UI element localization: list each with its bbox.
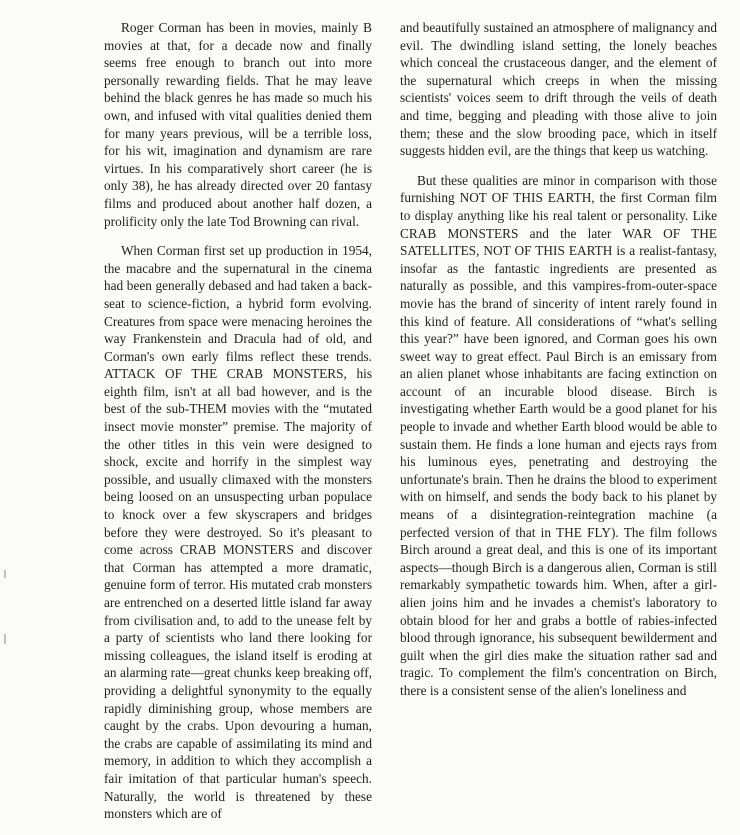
paragraph: Roger Corman has been in movies, mainly B movies at that, for a decade now and finally seems free enough to branch out into more personally rewarding fields. That he may leave behind the black genres he has made so much his own, and infused with vital qualities denied them for many years previous, will be a terrible loss, for his wit, imagination and dynamism are rare virtues. In his comparatively short career (he is only 38), he has already directed over 20 fantasy films and produced about another half dozen, a prolificity only the late Tod Browning can rival. [104, 20, 372, 229]
left-text-column [104, 19, 372, 835]
margin-scan-mark [4, 570, 6, 578]
paragraph: But these qualities are minor in comparison with those furnishing NOT OF THIS EARTH, the first Corman film to display anything like his real talent or personality. Like CRAB MONSTERS and the later WAR OF THE SATELLITES, NOT OF THIS EARTH is a realist-fantasy, insofar as the fantastic ingredients are presented as naturally as possible, and this vampires-from-outer-space movie has the brand of sincerity of intent rarely found in this kind of feature. All considerations of “what's selling this year?” have been ignored, and Corman goes his own sweet way to great effect. Paul Birch is an emissary from an alien planet whose inhabitants are facing extinction on account of an incurable blood disease. Birch is investigating whether Earth would be a good planet for his people to invade and whether Earth blood would be able to sustain them. He finds a lone human and ejects rays from his luminous eyes, penetrating and destroying the unfortunate's brain. Then he drains the blood to experiment with on himself, and sends the body back to his planet by means of a disintegration-reintegration machine (a perfected version of that in THE FLY). The film follows Birch around a great deal, and this is one of its important aspects—though Birch is a dangerous alien, Corman is still remarkably sympathetic towards him. When, after a girl-alien joins him and he invades a chemist's laboratory to obtain blood for her and grabs a bottle of rabies-infected blood through ignorance, his subsequent bewilderment and guilt when the girl dies make the situation rather sad and tragic. To complement the film's concentration on Birch, there is a consistent sense of the alien's loneliness and [400, 172, 717, 698]
margin-scan-mark [4, 634, 6, 644]
right-text-column [400, 19, 717, 712]
paragraph: When Corman first set up production in 1954, the macabre and the supernatural in the cinema had been generally debased and had taken a back-seat to science-fiction, a hybrid form evolving. Creatures from space were menacing heroines the way Frankenstein and Dracula had of old, and Corman's own early films reflect these trends. ATTACK OF THE CRAB MONSTERS, his eighth film, isn't at all bad however, and is the best of the sub-THEM movies with the “mutated insect movie monster” premise. The majority of the other titles in this vein were designed to shock, excite and horrify in the simplest way possible, and usually climaxed with the monsters being loosed on an unsuspecting urban populace to knock over a few skyscrapers and bridges before they were destroyed. So it's pleasant to come across CRAB MONSTERS and discover that Corman has attempted a more dramatic, genuine form of terror. His mutated crab monsters are entrenched on a deserted little island far away from civilisation and, to add to the unease felt by a party of scientists who land there looking for missing colleagues, the island itself is eroding at an alarming rate—great chunks keep breaking off, providing a delightful synonymity to the equally rapidly diminishing group, whose members are caught by the crabs. Upon devouring a human, the crabs are capable of assimilating its mind and memory, in addition to which they accomplish a fair imitation of that particular human's speech. Naturally, the world is threatened by these monsters which are of [104, 243, 372, 822]
paragraph: and beautifully sustained an atmosphere of malignancy and evil. The dwindling island setting, the lonely beaches which conceal the crustaceous danger, and the element of the supernatural which creeps in when the missing scientists' voices seem to drift through the veils of death and time, begging and pleading with those alive to join them; these and the slow brooding pace, which in itself suggests hidden evil, are the things that keep us watching. [400, 20, 717, 159]
